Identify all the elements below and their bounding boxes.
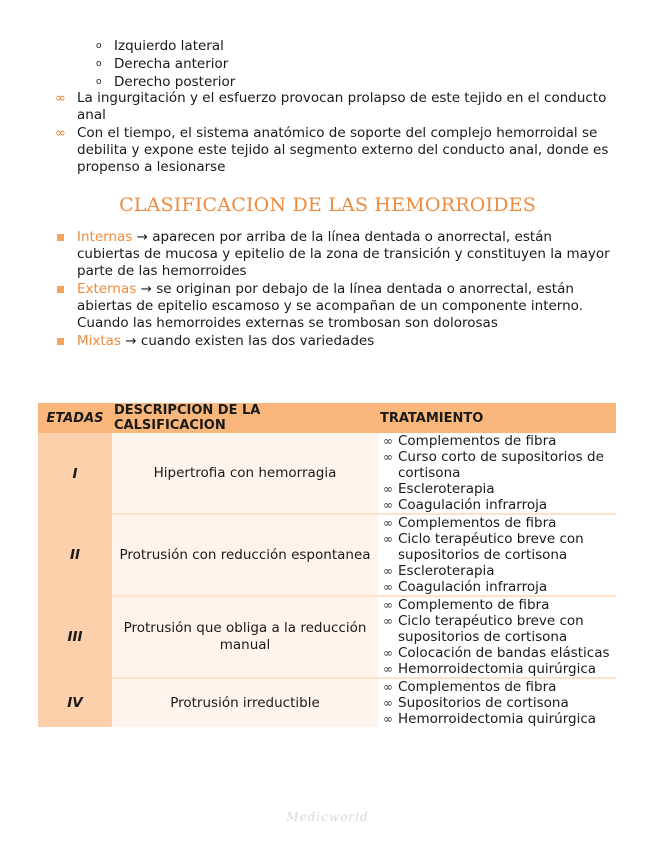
- stage-cell: IV: [38, 678, 112, 727]
- sub-list: [96, 37, 235, 91]
- treatment-item: ∞ Escleroterapia: [378, 563, 616, 579]
- table-header: ETADAS: [38, 403, 112, 433]
- classification-table: [38, 403, 616, 727]
- infinity-bullet-icon: ∞: [383, 662, 393, 676]
- bullet-list: [55, 90, 615, 177]
- infinity-bullet-icon: ∞: [55, 126, 66, 141]
- infinity-bullet-icon: ∞: [383, 614, 393, 628]
- infinity-bullet-icon: ∞: [383, 498, 393, 512]
- infinity-bullet-icon: ∞: [383, 696, 393, 710]
- list-item: Mixtas → cuando existen las dos variedades: [55, 333, 615, 350]
- infinity-bullet-icon: ∞: [383, 712, 393, 726]
- table-header: TRATAMIENTO: [378, 403, 616, 433]
- treatment-cell: [378, 596, 616, 678]
- description-cell: Protrusión que obliga a la reducción manual: [112, 596, 378, 678]
- infinity-bullet-icon: ∞: [383, 598, 393, 612]
- watermark-footer: Medicworld: [286, 810, 369, 824]
- sub-list-item: o Derecho posterior: [96, 74, 236, 90]
- sub-list-item: o Derecha anterior: [96, 56, 229, 72]
- square-bullet-icon: [55, 229, 77, 280]
- treatment-cell: [378, 678, 616, 727]
- sub-list-item: o Izquierdo lateral: [96, 38, 224, 54]
- infinity-bullet-icon: ∞: [383, 646, 393, 660]
- description-cell: Protrusión con reducción espontanea: [112, 514, 378, 596]
- treatment-item: ∞ Complementos de fibra: [378, 679, 616, 695]
- infinity-bullet-icon: ∞: [383, 680, 393, 694]
- circle-bullet-icon: o: [96, 59, 102, 69]
- description-cell: Protrusión irreductible: [112, 678, 378, 727]
- circle-bullet-icon: o: [96, 41, 102, 51]
- classification-list: [55, 229, 615, 351]
- list-item: Internas → aparecen por arriba de la línea dentada o anorrectal, están cubiertas de mucosa y epitelio de la zona de transición y constituyen la mayor parte de las hemorroides: [55, 229, 615, 280]
- infinity-bullet-icon: ∞: [55, 91, 66, 106]
- stage-cell: II: [38, 514, 112, 596]
- treatment-item: ∞ Complementos de fibra: [378, 515, 616, 531]
- treatment-item: ∞ Ciclo terapéutico breve con supositorios de cortisona: [378, 613, 616, 645]
- list-item: ∞ La ingurgitación y el esfuerzo provocan prolapso de este tejido en el conducto anal: [55, 90, 607, 123]
- table-row: [38, 433, 616, 514]
- infinity-bullet-icon: ∞: [383, 532, 393, 546]
- treatment-item: ∞ Escleroterapia: [378, 481, 616, 497]
- treatment-item: ∞ Supositorios de cortisona: [378, 695, 616, 711]
- table-row: [38, 596, 616, 678]
- infinity-bullet-icon: ∞: [383, 482, 393, 496]
- description-cell: Hipertrofia con hemorragia: [112, 433, 378, 514]
- infinity-bullet-icon: ∞: [383, 580, 393, 594]
- treatment-item: ∞ Colocación de bandas elásticas: [378, 645, 616, 661]
- treatment-item: ∞ Ciclo terapéutico breve con supositorios de cortisona: [378, 531, 616, 563]
- treatment-item: ∞ Coagulación infrarroja: [378, 497, 616, 513]
- square-bullet-icon: [55, 281, 77, 332]
- treatment-cell: [378, 514, 616, 596]
- table-row: [38, 678, 616, 727]
- treatment-item: ∞ Hemorroidectomia quirúrgica: [378, 711, 616, 727]
- infinity-bullet-icon: ∞: [383, 450, 393, 464]
- treatment-item: ∞ Curso corto de supositorios de cortisona: [378, 449, 616, 481]
- table-header: DESCRIPCION DE LA CALSIFICACION: [112, 403, 378, 433]
- infinity-bullet-icon: ∞: [383, 516, 393, 530]
- list-item: ∞ Con el tiempo, el sistema anatómico de soporte del complejo hemorroidal se debilita y expone este tejido al segmento externo del conducto anal, donde es propenso a lesionarse: [55, 125, 609, 175]
- treatment-item: ∞ Complementos de fibra: [378, 433, 616, 449]
- stage-cell: I: [38, 433, 112, 514]
- circle-bullet-icon: o: [96, 77, 102, 87]
- list-item: Externas → se originan por debajo de la línea dentada o anorrectal, están abiertas de epitelio escamoso y se acompañan de un componente interno. Cuando las hemorroides externas se trombosan son dolorosas: [55, 281, 615, 332]
- treatment-cell: [378, 433, 616, 514]
- stage-cell: III: [38, 596, 112, 678]
- table-row: [38, 514, 616, 596]
- square-bullet-icon: [55, 333, 77, 350]
- treatment-item: ∞ Hemorroidectomia quirúrgica: [378, 661, 616, 677]
- infinity-bullet-icon: ∞: [383, 434, 393, 448]
- section-heading: CLASIFICACION DE LAS HEMORROIDES: [119, 194, 536, 216]
- infinity-bullet-icon: ∞: [383, 564, 393, 578]
- treatment-item: ∞ Coagulación infrarroja: [378, 579, 616, 595]
- treatment-item: ∞ Complemento de fibra: [378, 597, 616, 613]
